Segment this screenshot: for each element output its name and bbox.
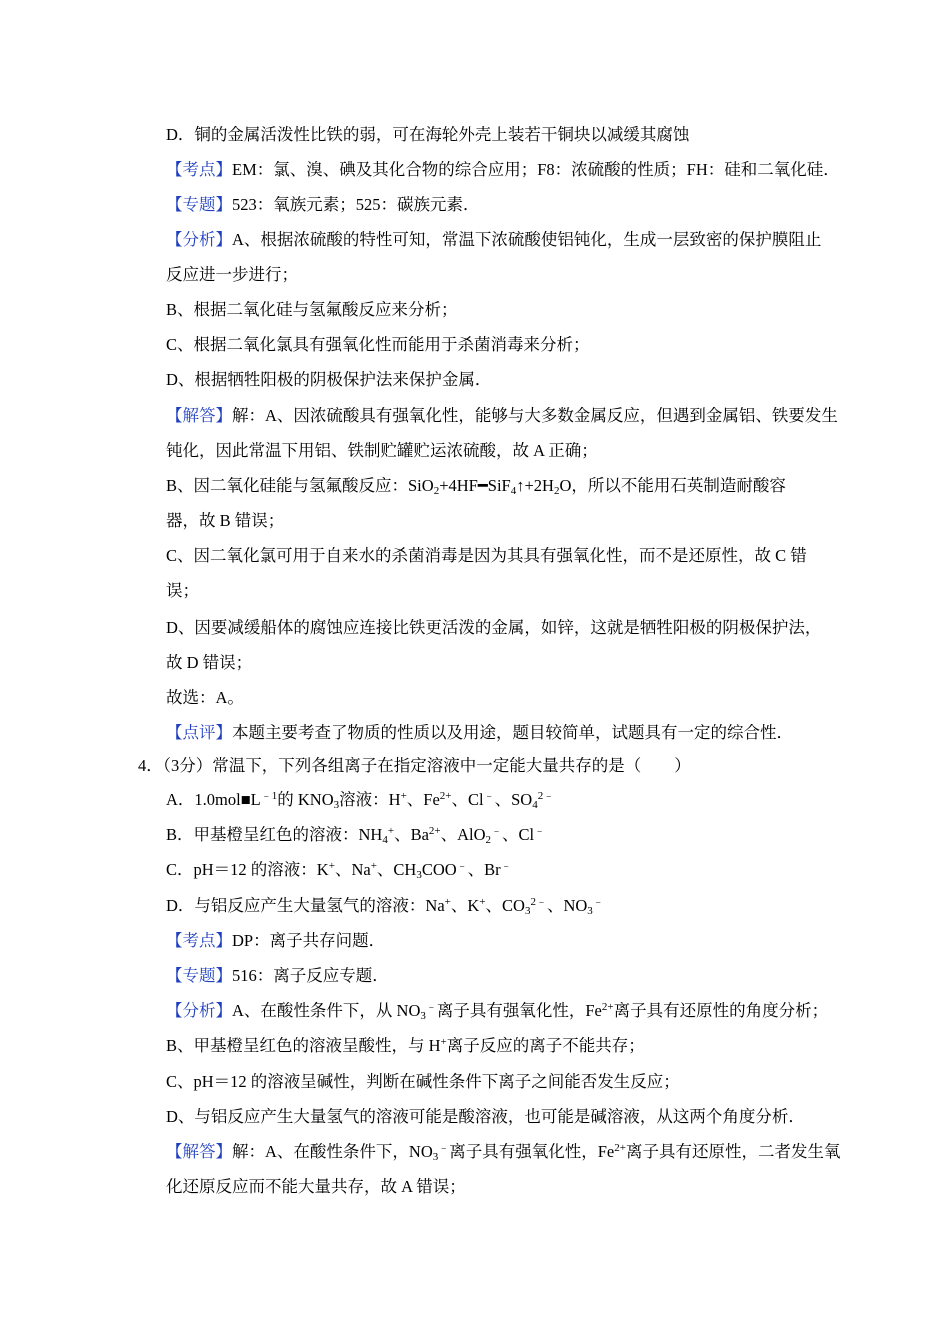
zhuanti-tag: 【专题】 xyxy=(166,966,232,985)
q4-zhuanti: 【专题】516：离子反应专题． xyxy=(166,966,389,985)
q4-kaodian: 【考点】DP：离子共存问题． xyxy=(166,931,386,950)
jieda-tag: 【解答】 xyxy=(166,406,232,425)
q3-fenxi-d: D、根据牺牲阳极的阴极保护法来保护金属． xyxy=(166,370,492,389)
q3-option-d: D．铜的金属活泼性比铁的弱，可在海轮外壳上装若干铜块以减缓其腐蚀 xyxy=(166,125,690,144)
q3-jieda-c-cont: 误； xyxy=(166,581,199,600)
q3-jieda-b-cont: 器，故 B 错误； xyxy=(166,511,285,530)
q3-jieda-a-cont: 钝化，因此常温下用铝、铁制贮罐贮运浓硫酸，故 A 正确； xyxy=(166,441,598,460)
q3-zhuanti: 【专题】523：氧族元素；525：碳族元素． xyxy=(166,195,480,214)
q4-jieda-a-cont: 化还原反应而不能大量共存，故 A 错误； xyxy=(166,1177,466,1196)
q3-fenxi-c: C、根据二氧化氯具有强氧化性而能用于杀菌消毒来分析； xyxy=(166,335,590,354)
q3-jieda-c: C、因二氧化氯可用于自来水的杀菌消毒是因为其具有强氧化性，而不是还原性，故 C 错 xyxy=(166,546,807,565)
q3-jieda-d: D、因要减缓船体的腐蚀应连接比铁更活泼的金属，如锌，这就是牺牲阳极的阴极保护法， xyxy=(166,618,822,637)
q4-fenxi-d: D、与铝反应产生大量氢气的溶液可能是酸溶液，也可能是碱溶液，从这两个角度分析． xyxy=(166,1107,805,1126)
fenxi-tag: 【分析】 xyxy=(166,1001,232,1020)
kaodian-tag: 【考点】 xyxy=(166,931,232,950)
q3-jieda-b: B、因二氧化硅能与氢氟酸反应：$SiO_2+4HF━SiF_4↑+2H_2O$，所以不能用石英制造耐酸容 xyxy=(166,476,786,497)
q3-fenxi-a-cont: 反应进一步进行； xyxy=(166,265,298,284)
q4-option-b: B．甲基橙呈红色的溶液：$NH_4^+$、$Ba^{2+}$、AlO$_2$﹣、Cl﹣ xyxy=(166,825,546,846)
q3-jieda-a: 【解答】解：A、因浓硫酸具有强氧化性，能够与大多数金属反应，但遇到金属铝、铁要发生 xyxy=(166,406,838,425)
q3-fenxi-a: 【分析】A、根据浓硫酸的特性可知，常温下浓硫酸使铝钝化，生成一层致密的保护膜阻止 xyxy=(166,230,822,249)
fenxi-tag: 【分析】 xyxy=(166,230,232,249)
dianping-tag: 【点评】 xyxy=(166,723,232,742)
q4-option-c: C．pH＝12 的溶液：K+、Na+、$CH_3COO^﹣$、Br﹣ xyxy=(166,860,512,881)
zhuanti-tag: 【专题】 xyxy=(166,195,232,214)
q4-fenxi-c: C、pH＝12 的溶液呈碱性，判断在碱性条件下离子之间能否发生反应； xyxy=(166,1072,680,1091)
q4-jieda-a: 【解答】解：A、在酸性条件下，$NO_3^﹣$离子具有强氧化性，$Fe^{2+}$离子具有还原性，二者发生氧 xyxy=(166,1142,841,1163)
q3-jieda-d-cont: 故 D 错误； xyxy=(166,653,253,672)
q4-option-a: A．$1.0mol■L^{﹣1}$的 $KNO_3$溶液：H+、$Fe^{2+}$、Cl﹣、$SO_4^{2﹣}$ xyxy=(166,790,555,811)
q3-kaodian: 【考点】EM：氯、溴、碘及其化合物的综合应用；F8：浓硫酸的性质；FH：硅和二氧化硅． xyxy=(166,160,840,179)
q3-answer: 故选：A。 xyxy=(166,688,244,707)
q4-fenxi-b: B、甲基橙呈红色的溶液呈酸性，与 H+离子反应的离子不能共存； xyxy=(166,1036,645,1055)
q4-fenxi-a: 【分析】A、在酸性条件下，从 $NO_3^﹣$离子具有强氧化性，$Fe^{2+}$离子具有还原性的角度分析； xyxy=(166,1001,829,1022)
q3-fenxi-b: B、根据二氧化硅与氢氟酸反应来分析； xyxy=(166,300,458,319)
jieda-tag: 【解答】 xyxy=(166,1142,232,1161)
kaodian-tag: 【考点】 xyxy=(166,160,232,179)
q3-dianping: 【点评】本题主要考查了物质的性质以及用途，题目较简单，试题具有一定的综合性． xyxy=(166,723,793,742)
q4-stem: 4．（3分）常温下，下列各组离子在指定溶液中一定能大量共存的是（ ） xyxy=(138,756,691,775)
q4-option-d: D．与铝反应产生大量氢气的溶液：Na+、K+、$CO_3^{2﹣}$、$NO_3^﹣$ xyxy=(166,896,604,917)
